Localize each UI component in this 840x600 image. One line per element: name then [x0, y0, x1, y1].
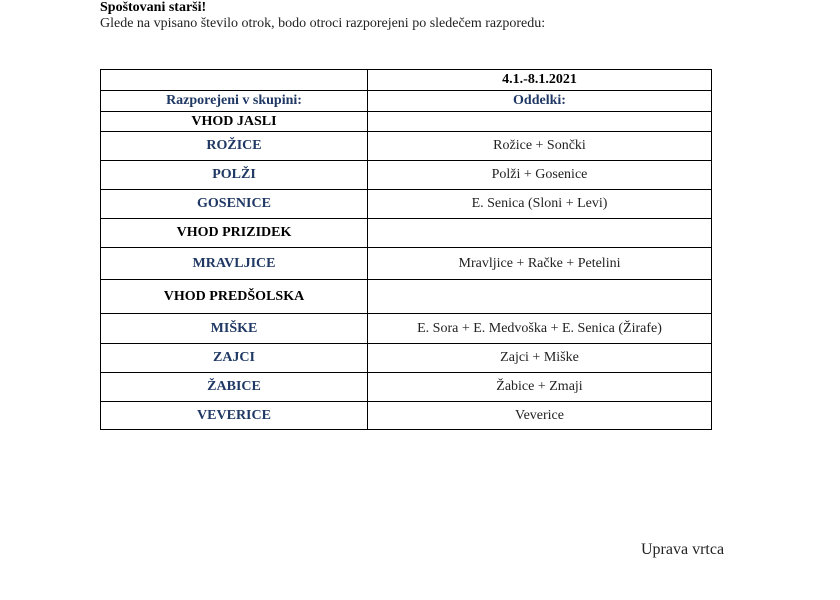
table-row	[101, 280, 712, 314]
table-row	[101, 373, 712, 402]
group-cell: VEVERICE	[101, 402, 368, 430]
column-header-departments: Oddelki:	[368, 91, 712, 112]
table-row	[101, 219, 712, 248]
table-row-date	[101, 70, 712, 91]
section-cell: VHOD JASLI	[101, 112, 368, 132]
group-cell: GOSENICE	[101, 190, 368, 219]
section-cell: VHOD PREDŠOLSKA	[101, 280, 368, 314]
department-cell: Žabice + Zmaji	[368, 373, 712, 402]
department-cell: E. Sora + E. Medvoška + E. Senica (Žirafe)	[368, 314, 712, 344]
department-cell	[368, 112, 712, 132]
department-cell: Polži + Gosenice	[368, 161, 712, 190]
schedule-table	[100, 69, 712, 430]
table-row	[101, 314, 712, 344]
table-row	[101, 190, 712, 219]
group-cell: MRAVLJICE	[101, 248, 368, 280]
group-cell: MIŠKE	[101, 314, 368, 344]
table-row	[101, 248, 712, 280]
date-range-cell: 4.1.-8.1.2021	[368, 70, 712, 91]
department-cell: Mravljice + Račke + Petelini	[368, 248, 712, 280]
signature: Uprava vrtca	[641, 541, 725, 558]
column-header-groups: Razporejeni v skupini:	[101, 91, 368, 112]
department-cell	[368, 280, 712, 314]
group-cell: POLŽI	[101, 161, 368, 190]
department-cell: Rožice + Sončki	[368, 132, 712, 161]
greeting: Spoštovani starši!	[100, 0, 207, 15]
table-row-header	[101, 91, 712, 112]
table-row	[101, 402, 712, 430]
department-cell: Veverice	[368, 402, 712, 430]
group-cell: ŽABICE	[101, 373, 368, 402]
table-row	[101, 112, 712, 132]
group-cell: ROŽICE	[101, 132, 368, 161]
group-cell: ZAJCI	[101, 344, 368, 373]
section-cell: VHOD PRIZIDEK	[101, 219, 368, 248]
department-cell	[368, 219, 712, 248]
empty-cell	[101, 70, 368, 91]
table-row	[101, 344, 712, 373]
department-cell: E. Senica (Sloni + Levi)	[368, 190, 712, 219]
intro-text: Glede na vpisano število otrok, bodo otroci razporejeni po sledečem razporedu:	[100, 16, 546, 31]
table-row	[101, 161, 712, 190]
department-cell: Zajci + Miške	[368, 344, 712, 373]
table-row	[101, 132, 712, 161]
